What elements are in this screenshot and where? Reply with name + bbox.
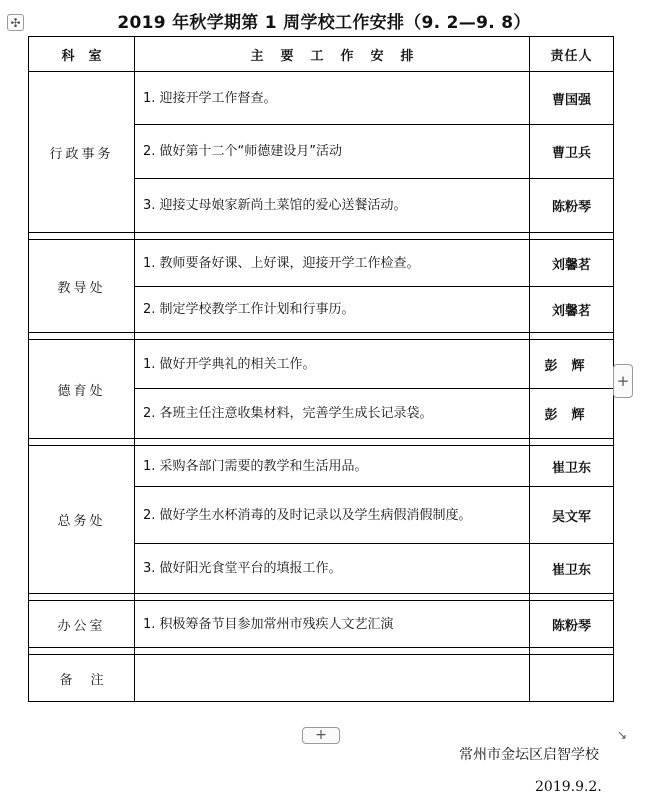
task-cell: 1. 采购各部门需要的教学和生活用品。 [135,446,530,487]
header-dept: 科室 [29,37,135,72]
person-cell: 刘馨茗 [530,287,614,333]
dept-cell-moral: 德育处 [29,340,135,439]
task-cell: 1. 做好开学典礼的相关工作。 [135,340,530,389]
person-cell: 陈粉琴 [530,179,614,233]
person-cell: 吴文军 [530,487,614,544]
table-resize-icon[interactable]: ↘ [616,728,628,742]
insert-row-plus-icon[interactable]: + [302,727,340,744]
document-date: 2019.9.2. [535,779,602,795]
task-cell: 1. 迎接开学工作督查。 [135,72,530,125]
insert-column-plus-icon[interactable]: + [613,364,633,398]
schedule-table [28,36,614,702]
task-cell: 3. 迎接丈母娘家新尚土菜馆的爱心送餐活动。 [135,179,530,233]
table-row [29,72,614,125]
person-cell: 陈粉琴 [530,601,614,648]
task-cell: 1. 教师要备好课、上好课，迎接开学工作检查。 [135,240,530,287]
notes-empty [530,655,614,702]
person-cell: 刘馨茗 [530,240,614,287]
table-move-icon[interactable]: ✣ [7,14,24,31]
header-task: 主要工作安排 [135,37,530,72]
page-title: 2019 年秋学期第 1 周学校工作安排（9. 2—9. 8） [117,13,531,33]
dept-cell-office: 办公室 [29,601,135,648]
section-gap [29,648,614,655]
table-row [29,601,614,648]
section-gap [29,233,614,240]
task-cell: 2. 做好学生水杯消毒的及时记录以及学生病假消假制度。 [135,487,530,544]
person-cell: 彭辉 [530,389,614,439]
table-header-row [29,37,614,72]
notes-value [135,655,530,702]
task-cell: 2. 制定学校教学工作计划和行事历。 [135,287,530,333]
person-cell: 彭辉 [530,340,614,389]
dept-cell-teaching: 教导处 [29,240,135,333]
person-cell: 曹卫兵 [530,125,614,179]
school-signature: 常州市金坛区启智学校 [459,747,599,763]
table-row [29,446,614,487]
dept-cell-general: 总务处 [29,446,135,594]
section-gap [29,594,614,601]
person-cell: 崔卫东 [530,544,614,594]
task-cell: 1. 积极筹备节目参加常州市残疾人文艺汇演 [135,601,530,648]
table-row [29,240,614,287]
header-person: 责任人 [530,37,614,72]
section-gap [29,333,614,340]
task-cell: 2. 做好第十二个“师德建设月”活动 [135,125,530,179]
notes-row [29,655,614,702]
person-cell: 曹国强 [530,72,614,125]
task-cell: 3. 做好阳光食堂平台的填报工作。 [135,544,530,594]
notes-label: 备注 [29,655,135,702]
person-cell: 崔卫东 [530,446,614,487]
dept-cell-admin: 行政事务 [29,72,135,233]
table-row [29,340,614,389]
task-cell: 2. 各班主任注意收集材料，完善学生成长记录袋。 [135,389,530,439]
section-gap [29,439,614,446]
